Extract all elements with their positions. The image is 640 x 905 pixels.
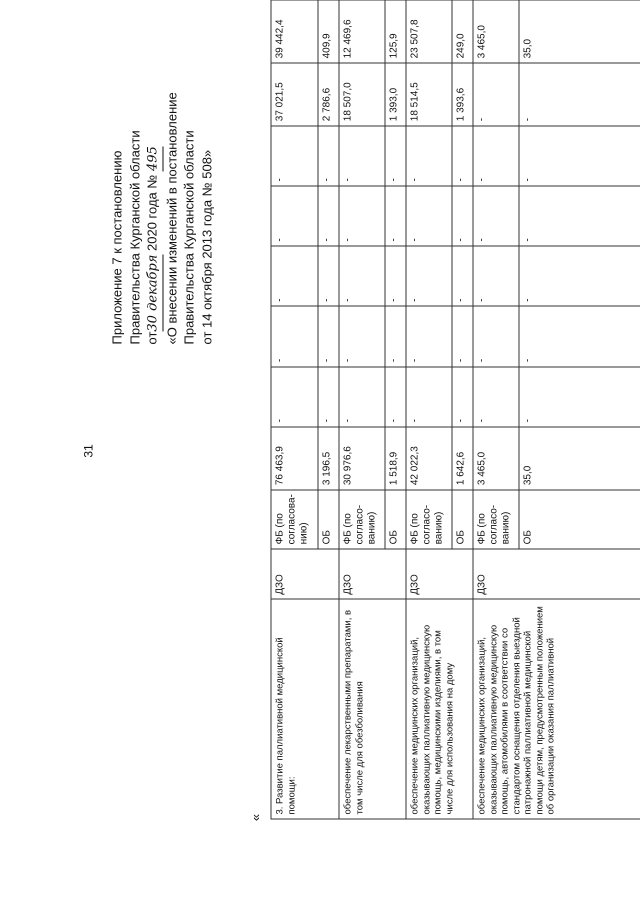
value-cell: - xyxy=(519,63,640,126)
table-row xyxy=(473,0,519,819)
table-row xyxy=(271,0,318,819)
funding-source-cell: ОБ xyxy=(318,490,339,549)
value-cell: - xyxy=(318,186,339,246)
funding-source-cell: ОБ xyxy=(452,490,473,549)
value-cell: - xyxy=(271,367,318,427)
value-cell: - xyxy=(519,367,640,427)
funding-source-cell: ОБ xyxy=(385,490,406,549)
value-cell: 249,0 xyxy=(452,0,473,63)
value-cell: - xyxy=(519,186,640,246)
value-cell: 37 021,5 xyxy=(271,63,318,126)
value-cell: - xyxy=(318,246,339,306)
value-cell: - xyxy=(473,246,519,306)
value-cell: - xyxy=(339,126,385,186)
heading-date-prefix: от xyxy=(144,331,160,345)
value-cell: 1 393,0 xyxy=(385,63,406,126)
opening-quote-mark: « xyxy=(248,813,264,822)
value-cell: - xyxy=(406,126,452,186)
value-cell: - xyxy=(271,306,318,366)
handwritten-date: 30 декабря xyxy=(145,255,164,332)
page-number: 31 xyxy=(81,444,96,458)
value-cell: 1 393,6 xyxy=(452,63,473,126)
executor-cell: ДЗО xyxy=(339,549,406,599)
executor-cell: ДЗО xyxy=(271,549,339,599)
heading-line-3 xyxy=(144,92,164,344)
appendix-heading xyxy=(109,92,216,344)
value-cell: - xyxy=(339,367,385,427)
value-cell: - xyxy=(385,246,406,306)
table-row xyxy=(406,0,452,819)
value-cell: 2 786,6 xyxy=(318,63,339,126)
value-cell: - xyxy=(452,367,473,427)
value-cell: - xyxy=(452,126,473,186)
value-cell: 1 642,6 xyxy=(452,427,473,490)
value-cell: 42 022,3 xyxy=(406,427,452,490)
value-cell: - xyxy=(385,126,406,186)
value-cell: - xyxy=(339,186,385,246)
funding-source-cell: ФБ (по согласо-ванию) xyxy=(473,490,519,549)
heading-line-6: от 14 октября 2013 года № 508» xyxy=(199,149,214,345)
table-row xyxy=(339,0,385,819)
value-cell: 39 442,4 xyxy=(271,0,318,63)
value-cell: - xyxy=(385,367,406,427)
value-cell: - xyxy=(473,186,519,246)
handwritten-document-number: 495 xyxy=(145,146,164,171)
value-cell: - xyxy=(473,306,519,366)
value-cell: 35,0 xyxy=(519,427,640,490)
value-cell: 23 507,8 xyxy=(406,0,452,63)
value-cell: - xyxy=(406,306,452,366)
rotated-page-content xyxy=(1,0,640,905)
value-cell: 18 514,5 xyxy=(406,63,452,126)
value-cell: - xyxy=(406,186,452,246)
value-cell: - xyxy=(452,306,473,366)
activity-name-cell: обеспечение лекарственными препаратами, в том числе для обезболивания xyxy=(339,599,406,819)
value-cell: - xyxy=(271,186,318,246)
value-cell: 3 465,0 xyxy=(473,0,519,63)
value-cell: - xyxy=(452,246,473,306)
value-cell: - xyxy=(519,306,640,366)
value-cell: - xyxy=(473,63,519,126)
heading-line-4: «О внесении изменений в постановление xyxy=(164,92,179,345)
value-cell: - xyxy=(406,246,452,306)
value-cell: - xyxy=(519,246,640,306)
heading-line-1: Приложение 7 к постановлению xyxy=(109,150,125,345)
funding-source-cell: ФБ (по согласова-нию) xyxy=(271,490,318,549)
activity-name-cell: 3. Развитие паллиативной медицинской помощи: xyxy=(271,599,339,819)
value-cell: 125,9 xyxy=(385,0,406,63)
heading-line-2: Правительства Курганской области xyxy=(127,130,142,345)
value-cell: 1 518,9 xyxy=(385,427,406,490)
value-cell: - xyxy=(519,126,640,186)
value-cell: - xyxy=(385,186,406,246)
value-cell: 30 976,6 xyxy=(339,427,385,490)
heading-year-number-label: 2020 года № xyxy=(144,174,160,251)
value-cell: - xyxy=(271,246,318,306)
value-cell: - xyxy=(318,306,339,366)
value-cell: - xyxy=(385,306,406,366)
value-cell: 35,0 xyxy=(519,0,640,63)
value-cell: - xyxy=(452,186,473,246)
value-cell: 3 465,0 xyxy=(473,427,519,490)
executor-cell: ДЗО xyxy=(473,549,640,599)
value-cell: - xyxy=(318,367,339,427)
value-cell: - xyxy=(271,126,318,186)
heading-line-5: Правительства Курганской области xyxy=(181,130,197,345)
value-cell: 12 469,6 xyxy=(339,0,385,63)
value-cell: 18 507,0 xyxy=(339,63,385,126)
value-cell: - xyxy=(339,306,385,366)
value-cell: - xyxy=(473,126,519,186)
executor-cell: ДЗО xyxy=(406,549,473,599)
funding-source-cell: ФБ (по согласо-ванию) xyxy=(406,490,452,549)
funding-source-cell: ОБ xyxy=(519,490,640,549)
value-cell: - xyxy=(318,126,339,186)
funding-source-cell: ФБ (по согласо-ванию) xyxy=(339,490,385,549)
activity-name-cell: обеспечение медицинских организаций, оказывающих паллиативную медицинскую помощь, автомобилями в соответствии со стандартом оснащения отделения выездной патронажной паллиативной медицинской помощи детям, предусмотренным положением об организации оказания паллиативной xyxy=(473,599,640,819)
activity-name-cell: обеспечение медицинских организаций, оказывающих паллиативную медицинскую помощь, медицинскими изделиями, в том числе для использования на дому xyxy=(406,599,473,819)
value-cell: 76 463,9 xyxy=(271,427,318,490)
value-cell: 3 196,5 xyxy=(318,427,339,490)
value-cell: - xyxy=(473,367,519,427)
funding-table xyxy=(271,0,640,820)
value-cell: 409,9 xyxy=(318,0,339,63)
value-cell: - xyxy=(339,246,385,306)
value-cell: - xyxy=(406,367,452,427)
